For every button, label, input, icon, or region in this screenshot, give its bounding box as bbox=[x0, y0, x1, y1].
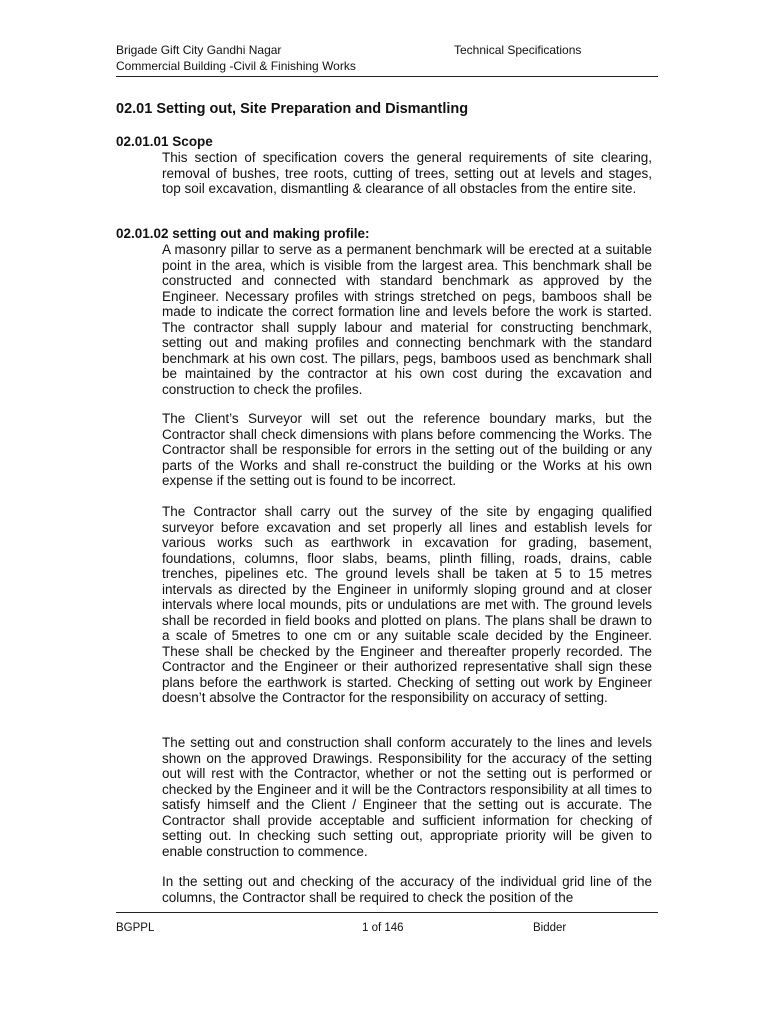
scope-paragraph: This section of specification covers the general requirements of site clearing, removal of bushes, tree roots, cutting of trees, setting out at levels and stages, top soil excavation, dismantling & clearance of all obstacles from the entire site. bbox=[162, 150, 652, 196]
header-divider bbox=[116, 76, 658, 77]
paragraph-benchmark: A masonry pillar to serve as a permanent benchmark will be erected at a suitable point in the area, which is visible from the largest area. This benchmark shall be constructed and connected with standard benchmark as approved by the Engineer. Necessary profiles with strings stretched on pegs, bamboos shall be made to indicate the correct formation line and levels before the work is started. The contractor shall supply labour and material for constructing benchmark, setting out and making profiles and connecting benchmark with the standard benchmark at his own cost. The pillars, pegs, bamboos used as benchmark shall be maintained by the contractor at his own cost during the excavation and construction to check the profiles. bbox=[162, 242, 652, 397]
paragraph-surveyor: The Client’s Surveyor will set out the reference boundary marks, but the Contractor shall check dimensions with plans before commencing the Works. The Contractor shall be responsible for errors in the setting out of the building or any parts of the Works and shall re-construct the building or the Works at his own expense if the setting out is found to be incorrect. bbox=[162, 411, 652, 488]
paragraph-survey-of-site: The Contractor shall carry out the survey of the site by engaging qualified surveyor before excavation and set properly all lines and establish levels for various works such as earthwork in excavation for grading, basement, foundations, columns, floor slabs, beams, plinth filling, roads, drains, cable trenches, pipelines etc. The ground levels shall be taken at 5 to 15 metres intervals as directed by the Engineer in uniformly sloping ground and at closer intervals where local mounds, pits or undulations are met with. The ground levels shall be recorded in field books and plotted on plans. The plans shall be drawn to a scale of 5metres to one cm or any suitable scale decided by the Engineer. These shall be checked by the Engineer and thereafter properly recorded. The Contractor and the Engineer or their authorized representative shall sign these plans before the earthwork is started. Checking of setting out work by Engineer doesn’t absolve the Contractor for the responsibility on accuracy of setting. bbox=[162, 504, 652, 705]
section-title: 02.01 Setting out, Site Preparation and Dismantling bbox=[116, 101, 469, 117]
scope-heading: 02.01.01 Scope bbox=[116, 134, 213, 149]
header-doc-type: Technical Specifications bbox=[454, 43, 582, 57]
header-project: Brigade Gift City Gandhi Nagar bbox=[116, 43, 282, 57]
page-number: 1 of 146 bbox=[362, 922, 404, 934]
header-subtitle: Commercial Building -Civil & Finishing Works bbox=[116, 59, 356, 73]
paragraph-grid-line: In the setting out and checking of the accuracy of the individual grid line of the columns, the Contractor shall be required to check the position of the bbox=[162, 874, 652, 905]
footer-party: Bidder bbox=[533, 922, 567, 934]
footer-company: BGPPL bbox=[116, 922, 155, 934]
footer-divider bbox=[116, 912, 658, 913]
profile-heading: 02.01.02 setting out and making profile: bbox=[116, 226, 370, 241]
paragraph-construction-accuracy: The setting out and construction shall conform accurately to the lines and levels shown on the approved Drawings. Responsibility for the accuracy of the setting out will rest with the Contractor, whether or not the setting out is performed or checked by the Engineer and it will be the Contractors responsibility at all times to satisfy himself and the Client / Engineer that the setting out is accurate. The Contractor shall provide acceptable and sufficient information for checking of setting out. In checking such setting out, appropriate priority will be given to enable construction to commence. bbox=[162, 735, 652, 859]
